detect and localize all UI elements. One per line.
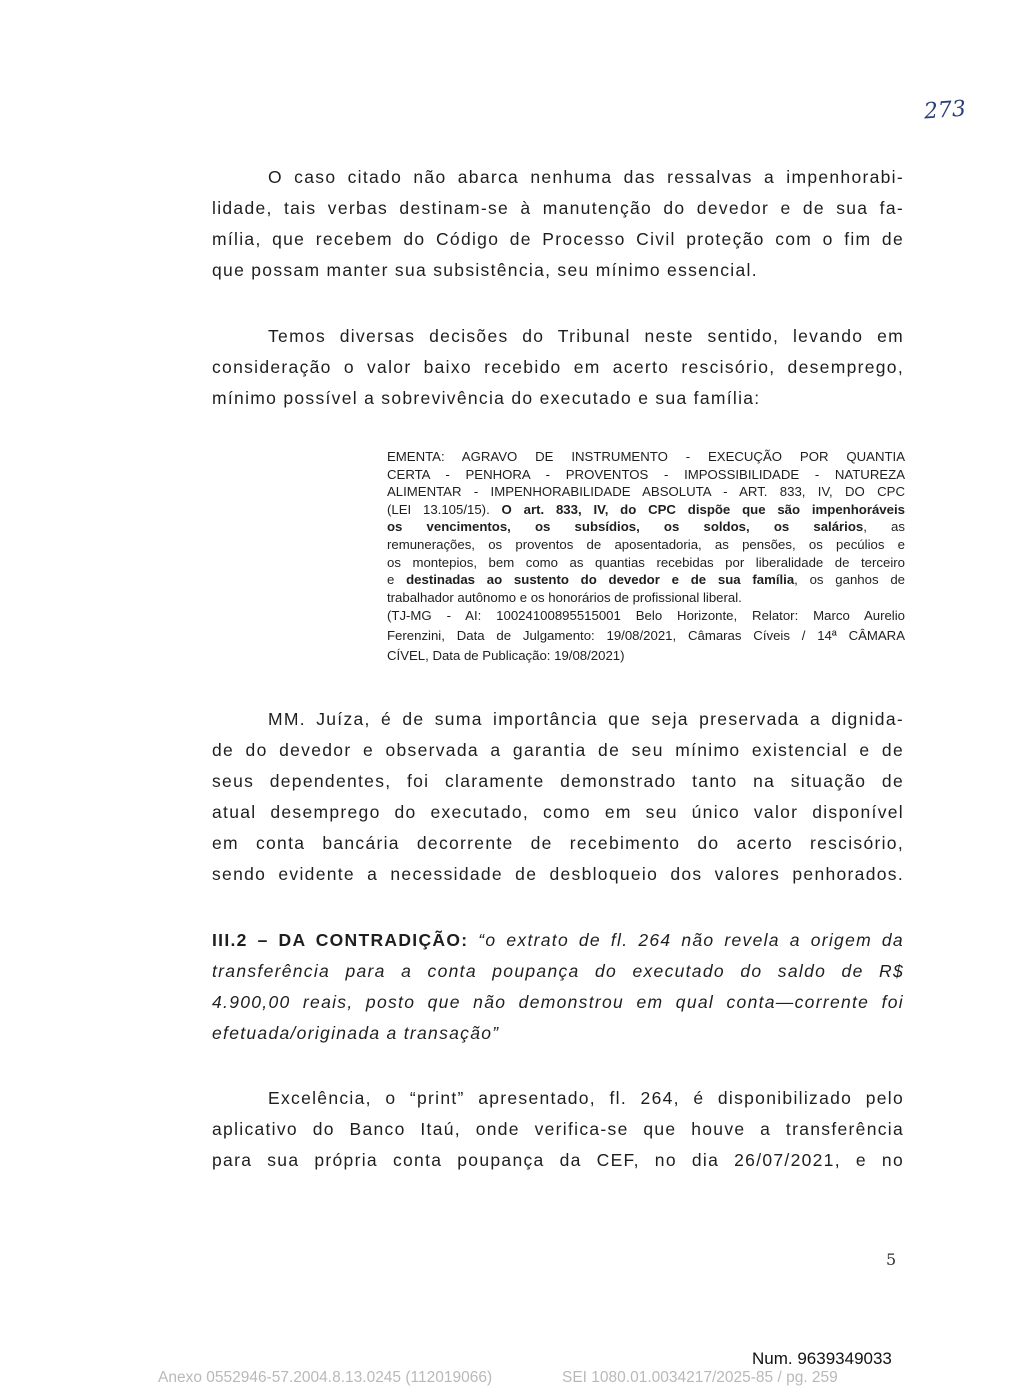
section-line bbox=[212, 925, 904, 956]
quote-text: , as bbox=[863, 519, 905, 535]
text-line: Temos diversas decisões do Tribunal neste sentido, levando em bbox=[268, 326, 904, 346]
footer-anexo: Anexo 0552946-57.2004.8.13.0245 (112019066) bbox=[158, 1369, 493, 1386]
paragraph-dignidade bbox=[212, 704, 904, 890]
text-line: O caso citado não abarca nenhuma das ressalvas a impenhorabi- bbox=[268, 167, 904, 187]
quote-line: remunerações, os proventos de aposentadoria, as pensões, os pecúlios e bbox=[387, 536, 905, 552]
handwritten-page-mark: 273 bbox=[923, 96, 967, 125]
document-number: Num. 9639349033 bbox=[752, 1349, 892, 1368]
text-line: aplicativo do Banco Itaú, onde verifica-se que houve a transferência bbox=[212, 1119, 904, 1139]
quote-line: ALIMENTAR - IMPENHORABILIDADE ABSOLUTA - ART. 833, IV, DO CPC bbox=[387, 484, 905, 500]
text-line: sendo evidente a necessidade de desbloqueio dos valores penhorados. bbox=[212, 864, 904, 884]
quote-line bbox=[387, 571, 905, 589]
citation-line: CÍVEL, Data de Publicação: 19/08/2021) bbox=[387, 648, 625, 664]
quote-line: CERTA - PENHORA - PROVENTOS - IMPOSSIBILIDADE - NATUREZA bbox=[387, 466, 905, 482]
text-line: de do devedor e observada a garantia de seu mínimo existencial e de bbox=[212, 740, 904, 760]
text-line: atual desemprego do executado, como em seu único valor disponível bbox=[212, 802, 904, 822]
section-line: transferência para a conta poupança do executado do saldo de R$ bbox=[212, 961, 904, 981]
citation-line: Ferenzini, Data de Julgamento: 19/08/2021, Câmaras Cíveis / 14ª CÂMARA bbox=[387, 628, 905, 644]
text-line: MM. Juíza, é de suma importância que seja preservada a dignida- bbox=[268, 709, 904, 729]
text-line: Excelência, o “print” apresentado, fl. 264, é disponibilizado pelo bbox=[268, 1088, 904, 1108]
quote-bold-text: os vencimentos, os subsídios, os soldos, os salários bbox=[387, 519, 864, 535]
quote-line: EMENTA: AGRAVO DE INSTRUMENTO - EXECUÇÃO POR QUANTIA bbox=[387, 449, 905, 464]
quote-line: trabalhador autônomo e os honorários de profissional liberal. bbox=[387, 589, 742, 605]
quote-line bbox=[387, 518, 905, 536]
section-line: 4.900,00 reais, posto que não demonstrou em qual conta—corrente foi bbox=[212, 992, 904, 1012]
text-line: lidade, tais verbas destinam-se à manutenção do devedor e de sua fa- bbox=[212, 198, 904, 218]
section-heading: III.2 – DA CONTRADIÇÃO: bbox=[212, 930, 469, 950]
text-line: em conta bancária decorrente de recebimento do acerto rescisório, bbox=[212, 833, 904, 853]
text-line: que possam manter sua subsistência, seu mínimo essencial. bbox=[212, 260, 758, 280]
quote-bold-text: destinadas ao sustento do devedor e de sua família bbox=[406, 572, 795, 588]
text-line: mília, que recebem do Código de Processo Civil proteção com o fim de bbox=[212, 229, 904, 249]
paragraph-print bbox=[212, 1083, 904, 1176]
section-line: efetuada/originada a transação” bbox=[212, 1023, 500, 1043]
section-contradicao bbox=[212, 925, 904, 1049]
text-line: mínimo possível a sobrevivência do executado e sua família: bbox=[212, 388, 761, 408]
text-line: seus dependentes, foi claramente demonstrado tanto na situação de bbox=[212, 771, 904, 791]
citation-line: (TJ-MG - AI: 10024100895515001 Belo Horizonte, Relator: Marco Aurelio bbox=[387, 608, 905, 624]
text-line: para sua própria conta poupança da CEF, no dia 26/07/2021, e no bbox=[212, 1150, 904, 1170]
quote-bold-text: O art. 833, IV, do CPC dispõe que são impenhoráveis bbox=[501, 501, 905, 517]
jurisprudence-quote bbox=[387, 448, 905, 666]
quote-text: e bbox=[387, 572, 407, 588]
footer-sei: SEI 1080.01.0034217/2025-85 / pg. 259 bbox=[562, 1369, 838, 1386]
quote-text: , os ganhos de bbox=[794, 572, 905, 588]
quote-line: os montepios, bem como as quantias recebidas por liberalidade de terceiro bbox=[387, 554, 905, 570]
paragraph-impenhorabilidade bbox=[212, 162, 904, 286]
text-line: consideração o valor baixo recebido em acerto rescisório, desemprego, bbox=[212, 357, 904, 377]
quote-line bbox=[387, 501, 905, 519]
section-text: “o extrato de fl. 264 não revela a origem da bbox=[478, 930, 904, 950]
page-number: 5 bbox=[886, 1250, 897, 1269]
paragraph-decisoes bbox=[212, 321, 904, 414]
quote-text: (LEI 13.105/15). bbox=[387, 501, 502, 517]
